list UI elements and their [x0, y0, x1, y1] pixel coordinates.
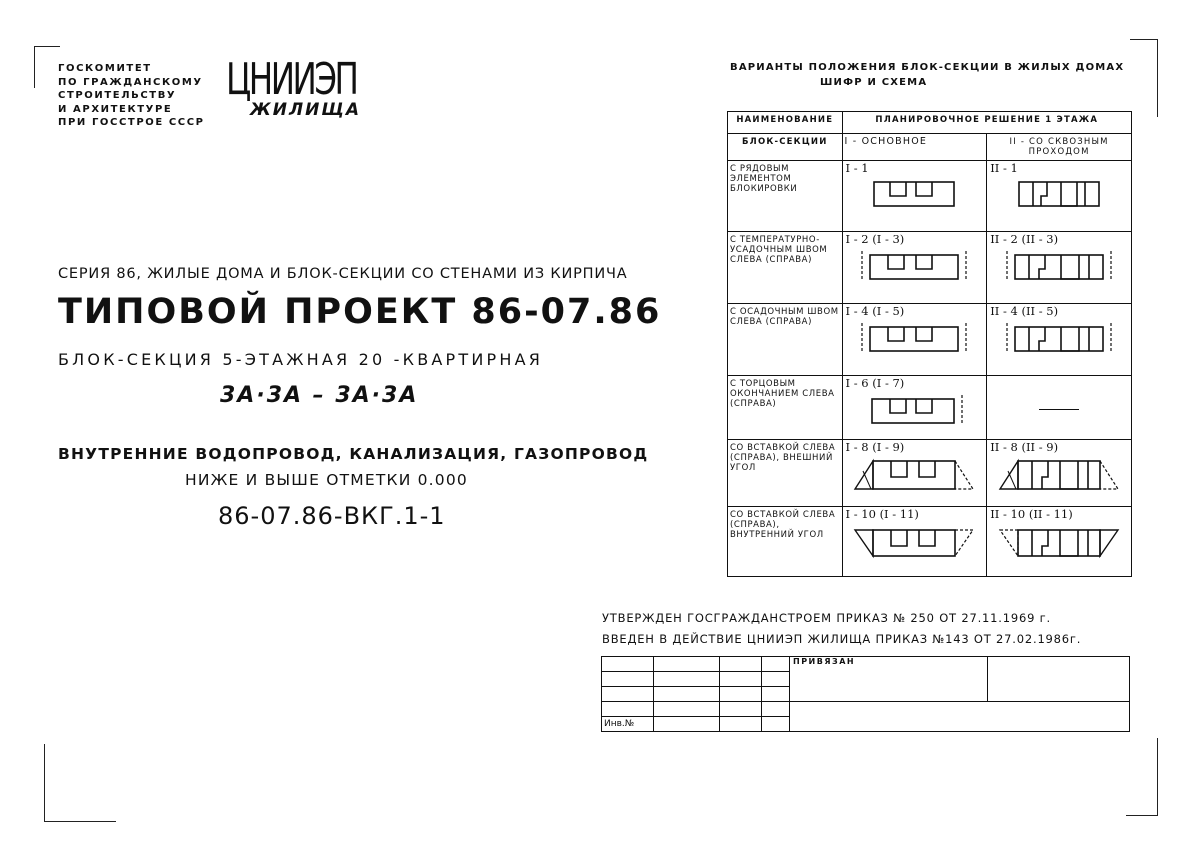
variants-title: [730, 60, 1124, 90]
row-name: С ОСАДОЧНЫМ ШВОМ СЛЕВА (СПРАВА): [728, 304, 843, 376]
row-name: С ТОРЦОВЫМ ОКОНЧАНИЕМ СЛЕВА (СПРАВА): [728, 376, 843, 440]
scheme-basic-icon: [868, 176, 960, 212]
scheme-cell: [842, 376, 987, 440]
header-name-2: БЛОК-СЕКЦИИ: [728, 134, 843, 161]
title-block-stamp: [601, 656, 1130, 732]
row-name: СО ВСТАВКОЙ СЛЕВА (СПРАВА), ВНУТРЕННИЙ УГОЛ: [728, 507, 843, 577]
approved-line: УТВЕРЖДЕН ГОСГРАЖДАНСТРОЕМ ПРИКАЗ № 250 ОТ 27.11.1969 г.: [602, 611, 1051, 625]
committee-line: СТРОИТЕЛЬСТВУ: [58, 90, 177, 102]
scheme-cell-empty: [987, 376, 1132, 440]
scheme-basic-icon: [854, 247, 974, 285]
document-code: 86-07.86-ВКГ.1-1: [218, 502, 446, 530]
stamp-cell: [720, 672, 762, 687]
stamp-cell: [988, 657, 1130, 702]
scheme-code: II - 4 (II - 5): [990, 304, 1059, 318]
committee-line: ПРИ ГОССТРОЕ СССР: [58, 117, 205, 129]
enacted-line: ВВЕДЕН В ДЕЙСТВИЕ ЦНИИЭП ЖИЛИЩА ПРИКАЗ №143 ОТ 27.02.1986г.: [602, 632, 1082, 646]
stamp-cell: [602, 657, 654, 672]
corner-mark-top-right: [1130, 39, 1158, 117]
scheme-cell: [987, 232, 1132, 304]
elevation-line: НИЖЕ И ВЫШЕ ОТМЕТКИ 0.000: [185, 471, 468, 489]
stamp-cell: [602, 702, 654, 717]
series-line: СЕРИЯ 86, ЖИЛЫЕ ДОМА И БЛОК-СЕКЦИИ СО СТЕНАМИ ИЗ КИРПИЧА: [58, 266, 628, 282]
scheme-code: II - 2 (II - 3): [990, 232, 1059, 246]
stamp-cell: [654, 702, 720, 717]
scheme-cell: [987, 440, 1132, 507]
logo-sub-text: ЖИЛИЩА: [250, 100, 362, 120]
corner-mark-top-left: [34, 46, 60, 88]
variants-title-line2: ШИФР И СХЕМА: [820, 77, 928, 88]
scheme-cell: [842, 304, 987, 376]
stamp-cell: [790, 702, 1130, 732]
section-formula: 3А·3А – 3А·3А: [220, 383, 419, 408]
row-name: С РЯДОВЫМ ЭЛЕМЕНТОМ БЛОКИРОВКИ: [728, 161, 843, 232]
variants-title-line1: ВАРИАНТЫ ПОЛОЖЕНИЯ БЛОК-СЕКЦИИ В ЖИЛЫХ ДОМАХ: [730, 62, 1125, 73]
scheme-cell: [842, 161, 987, 232]
scheme-code: I - 8 (I - 9): [845, 440, 905, 454]
stamp-cell: [762, 717, 790, 732]
scheme-cell: [842, 440, 987, 507]
scheme-basic-icon: [854, 391, 974, 429]
scheme-code: I - 1: [845, 161, 869, 175]
institute-logo: [226, 54, 376, 120]
scheme-cell: [987, 304, 1132, 376]
empty-dash: [1039, 409, 1079, 410]
scheme-through-icon: [999, 247, 1119, 285]
stamp-cell: [720, 717, 762, 732]
committee-line: ГОСКОМИТЕТ: [58, 63, 152, 74]
scheme-cell: [842, 507, 987, 577]
stamp-cell: [654, 672, 720, 687]
header-plan: ПЛАНИРОВОЧНОЕ РЕШЕНИЕ 1 ЭТАЖА: [842, 112, 1131, 134]
scheme-code: I - 6 (I - 7): [845, 376, 905, 390]
block-section-line: БЛОК-СЕКЦИЯ 5-ЭТАЖНАЯ 20 -КВАРТИРНАЯ: [58, 350, 544, 369]
inventory-label: Инв.№: [602, 717, 654, 732]
scheme-code: II - 10 (II - 11): [990, 507, 1073, 521]
header-basic: I - ОСНОВНОЕ: [842, 134, 987, 161]
scheme-through-icon: [999, 319, 1119, 357]
corner-mark-bottom-right: [1126, 738, 1158, 816]
stamp-cell: [720, 657, 762, 672]
scheme-cell: [842, 232, 987, 304]
scheme-through-icon: [994, 455, 1124, 495]
scheme-basic-icon: [849, 522, 979, 562]
stamp-cell: [762, 702, 790, 717]
stamp-cell: [602, 687, 654, 702]
internal-systems-line: ВНУТРЕННИЕ ВОДОПРОВОД, КАНАЛИЗАЦИЯ, ГАЗОПРОВОД: [58, 445, 649, 463]
stamp-cell: [654, 717, 720, 732]
scheme-code: II - 8 (II - 9): [990, 440, 1059, 454]
stamp-cell: [654, 687, 720, 702]
scheme-basic-icon: [849, 455, 979, 495]
stamp-cell: [762, 672, 790, 687]
logo-main-text: ЦНИИЭП: [226, 54, 357, 105]
stamp-cell: [654, 657, 720, 672]
variants-table: [727, 111, 1132, 577]
row-name: СО ВСТАВКОЙ СЛЕВА (СПРАВА), ВНЕШНИЙ УГОЛ: [728, 440, 843, 507]
row-name: С ТЕМПЕРАТУРНО-УСАДОЧНЫМ ШВОМ СЛЕВА (СПРАВА): [728, 232, 843, 304]
scheme-code: I - 4 (I - 5): [845, 304, 905, 318]
corner-mark-bottom-left: [44, 744, 116, 822]
stamp-cell: [762, 687, 790, 702]
approval-block: [602, 608, 1081, 650]
stamp-cell: [602, 672, 654, 687]
committee-line: И АРХИТЕКТУРЕ: [58, 103, 173, 115]
header-through: II - СО СКВОЗНЫМ ПРОХОДОМ: [987, 134, 1132, 161]
project-title: ТИПОВОЙ ПРОЕКТ 86-07.86: [58, 292, 662, 332]
stamp-cell: [762, 657, 790, 672]
scheme-through-icon: [994, 522, 1124, 562]
header-name: НАИМЕНОВАНИЕ: [728, 112, 843, 134]
stamp-cell: [720, 687, 762, 702]
scheme-code: I - 10 (I - 11): [845, 507, 919, 521]
scheme-code: II - 1: [990, 161, 1018, 175]
scheme-cell: [987, 161, 1132, 232]
scheme-code: I - 2 (I - 3): [845, 232, 905, 246]
scheme-through-icon: [1013, 176, 1105, 212]
stamp-cell: [720, 702, 762, 717]
scheme-basic-icon: [854, 319, 974, 357]
committee-header: [58, 62, 205, 130]
privyazan-label: ПРИВЯЗАН: [790, 657, 988, 702]
scheme-cell: [987, 507, 1132, 577]
committee-line: ПО ГРАЖДАНСКОМУ: [58, 76, 203, 88]
